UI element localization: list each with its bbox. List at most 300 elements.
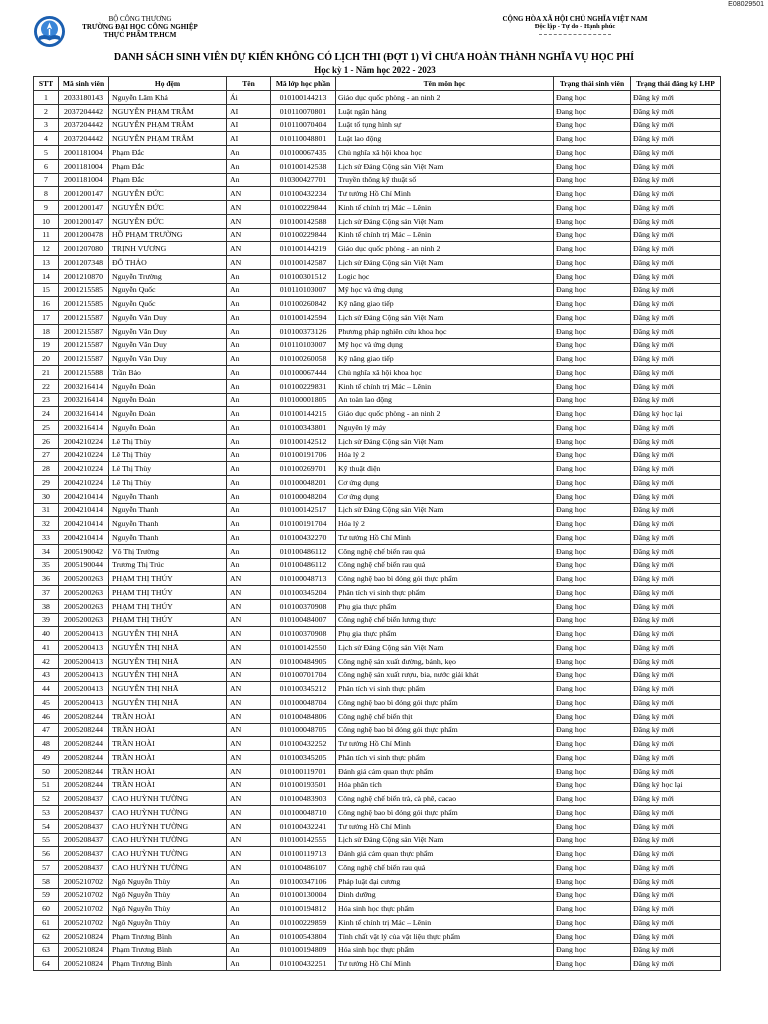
cell-registration-status: Đăng ký mới [631, 489, 721, 503]
cell-student-id: 2005210824 [59, 957, 109, 971]
cell-student-status: Đang học [554, 696, 631, 710]
cell-class-code: 010100345212 [271, 682, 336, 696]
table-row [34, 586, 721, 600]
school-logo [33, 15, 66, 48]
cell-middle-name: NGUYỄN PHẠM TRÂM [109, 132, 227, 146]
cell-course-name: Cơ ứng dụng [336, 476, 554, 490]
cell-student-status: Đang học [554, 902, 631, 916]
cell-student-id: 2001207348 [59, 256, 109, 270]
cell-registration-status: Đăng ký mới [631, 861, 721, 875]
table-row [34, 902, 721, 916]
table-row [34, 751, 721, 765]
table-row [34, 118, 721, 132]
table-row [34, 242, 721, 256]
cell-student-id: 2005200413 [59, 654, 109, 668]
document-title: DANH SÁCH SINH VIÊN DỰ KIẾN KHÔNG CÓ LỊCH THI (ĐỢT 1) VÌ CHƯA HOÀN THÀNH NGHĨA VỤ HỌC PHÍ [113, 52, 635, 63]
cell-student-status: Đang học [554, 311, 631, 325]
cell-class-code: 010100486112 [271, 558, 336, 572]
cell-student-id: 2037204442 [59, 132, 109, 146]
cell-registration-status: Đăng ký mới [631, 806, 721, 820]
cell-class-code: 010100194809 [271, 943, 336, 957]
cell-middle-name: NGUYỄN THỊ NHÃ [109, 682, 227, 696]
cell-class-code: 010100301512 [271, 269, 336, 283]
school-emblem-icon [33, 15, 66, 48]
table-row [34, 627, 721, 641]
cell-first-name: An [227, 929, 271, 943]
cell-stt: 17 [34, 311, 59, 325]
cell-student-status: Đang học [554, 324, 631, 338]
cell-class-code: 010100345205 [271, 751, 336, 765]
cell-class-code: 010100119713 [271, 847, 336, 861]
cell-student-id: 2003216414 [59, 421, 109, 435]
cell-course-name: Mỹ học và ứng dụng [336, 283, 554, 297]
table-row [34, 723, 721, 737]
cell-stt: 49 [34, 751, 59, 765]
cell-course-name: Logic học [336, 269, 554, 283]
cell-stt: 64 [34, 957, 59, 971]
cell-registration-status: Đăng ký mới [631, 242, 721, 256]
cell-class-code: 010100432270 [271, 531, 336, 545]
cell-course-name: Công nghệ chế biến rau quả [336, 861, 554, 875]
cell-stt: 26 [34, 434, 59, 448]
cell-middle-name: NGUYỄN THỊ NHÃ [109, 696, 227, 710]
cell-course-name: Phương pháp nghiên cứu khoa học [336, 324, 554, 338]
table-row [34, 888, 721, 902]
cell-class-code: 010100486112 [271, 544, 336, 558]
cell-student-status: Đang học [554, 434, 631, 448]
table-row [34, 269, 721, 283]
cell-course-name: Phân tích vi sinh thực phẩm [336, 682, 554, 696]
cell-stt: 4 [34, 132, 59, 146]
cell-student-id: 2001215587 [59, 324, 109, 338]
table-body [34, 91, 721, 971]
cell-student-status: Đang học [554, 214, 631, 228]
cell-stt: 31 [34, 503, 59, 517]
cell-registration-status: Đăng ký mới [631, 146, 721, 160]
cell-first-name: An [227, 352, 271, 366]
cell-registration-status: Đăng ký mới [631, 173, 721, 187]
cell-student-status: Đang học [554, 297, 631, 311]
cell-stt: 61 [34, 916, 59, 930]
cell-first-name: AN [227, 599, 271, 613]
cell-course-name: Lịch sử Đảng Cộng sản Việt Nam [336, 833, 554, 847]
school-name-line2: THỰC PHẨM TP.HCM [103, 31, 177, 39]
cell-middle-name: Nguyễn Trường [109, 269, 227, 283]
cell-stt: 44 [34, 682, 59, 696]
cell-registration-status: Đăng ký mới [631, 916, 721, 930]
cell-middle-name: Nguyễn Văn Duy [109, 311, 227, 325]
cell-student-id: 2005200413 [59, 641, 109, 655]
cell-middle-name: Lê Thị Thùy [109, 476, 227, 490]
cell-student-status: Đang học [554, 104, 631, 118]
cell-registration-status: Đăng ký mới [631, 888, 721, 902]
table-row [34, 91, 721, 105]
cell-student-status: Đang học [554, 462, 631, 476]
cell-registration-status: Đăng ký mới [631, 434, 721, 448]
table-row [34, 778, 721, 792]
cell-course-name: Lịch sử Đảng Cộng sản Việt Nam [336, 503, 554, 517]
cell-course-name: Kinh tế chính trị Mác – Lênin [336, 228, 554, 242]
table-row [34, 352, 721, 366]
cell-first-name: An [227, 393, 271, 407]
table-row [34, 847, 721, 861]
cell-middle-name: ĐỖ THẢO [109, 256, 227, 270]
cell-middle-name: Nguyễn Đoàn [109, 421, 227, 435]
cell-student-status: Đang học [554, 888, 631, 902]
cell-registration-status: Đăng ký mới [631, 228, 721, 242]
cell-stt: 12 [34, 242, 59, 256]
cell-middle-name: TRẦN HOÀI [109, 751, 227, 765]
cell-class-code: 010100432241 [271, 819, 336, 833]
cell-stt: 41 [34, 641, 59, 655]
cell-first-name: AN [227, 764, 271, 778]
cell-student-status: Đang học [554, 613, 631, 627]
cell-course-name: Đánh giá cảm quan thực phẩm [336, 764, 554, 778]
cell-stt: 19 [34, 338, 59, 352]
cell-class-code: 010100142517 [271, 503, 336, 517]
cell-stt: 5 [34, 146, 59, 160]
cell-middle-name: CAO HUỲNH TƯỜNG [109, 833, 227, 847]
cell-student-status: Đang học [554, 338, 631, 352]
cell-student-status: Đang học [554, 517, 631, 531]
cell-course-name: Tư tưởng Hồ Chí Minh [336, 957, 554, 971]
cell-student-status: Đang học [554, 723, 631, 737]
cell-registration-status: Đăng ký mới [631, 531, 721, 545]
cell-registration-status: Đăng ký mới [631, 709, 721, 723]
cell-registration-status: Đăng ký mới [631, 668, 721, 682]
cell-first-name: AN [227, 819, 271, 833]
cell-student-id: 2001215588 [59, 366, 109, 380]
cell-course-name: Truyền thông kỹ thuật số [336, 173, 554, 187]
cell-registration-status: Đăng ký mới [631, 737, 721, 751]
table-row [34, 531, 721, 545]
cell-class-code: 010100048704 [271, 696, 336, 710]
cell-registration-status: Đăng ký mới [631, 91, 721, 105]
cell-middle-name: Lê Thị Thùy [109, 448, 227, 462]
cell-course-name: Mỹ học và ứng dụng [336, 338, 554, 352]
cell-registration-status: Đăng ký mới [631, 256, 721, 270]
cell-student-id: 2003216414 [59, 407, 109, 421]
cell-class-code: 010100229831 [271, 379, 336, 393]
cell-middle-name: NGUYỄN ĐỨC [109, 214, 227, 228]
cell-student-status: Đang học [554, 558, 631, 572]
cell-course-name: Hóa sinh học thực phẩm [336, 943, 554, 957]
cell-stt: 15 [34, 283, 59, 297]
cell-class-code: 010100048710 [271, 806, 336, 820]
cell-first-name: AN [227, 201, 271, 215]
cell-stt: 25 [34, 421, 59, 435]
cell-class-code: 010100144213 [271, 91, 336, 105]
cell-first-name: An [227, 531, 271, 545]
cell-class-code: 010100343801 [271, 421, 336, 435]
cell-student-status: Đang học [554, 91, 631, 105]
cell-student-id: 2001215587 [59, 352, 109, 366]
cell-middle-name: Trương Thị Trúc [109, 558, 227, 572]
cell-middle-name: TRẦN HOÀI [109, 723, 227, 737]
table-row [34, 256, 721, 270]
cell-course-name: Kỹ thuật điện [336, 462, 554, 476]
cell-middle-name: PHẠM THỊ THÚY [109, 586, 227, 600]
table-row [34, 682, 721, 696]
cell-course-name: Phụ gia thực phẩm [336, 599, 554, 613]
cell-student-status: Đang học [554, 709, 631, 723]
cell-first-name: An [227, 324, 271, 338]
cell-class-code: 010100229859 [271, 916, 336, 930]
cell-student-status: Đang học [554, 544, 631, 558]
cell-course-name: Công nghệ bao bì đóng gói thực phẩm [336, 696, 554, 710]
cell-first-name: An [227, 283, 271, 297]
cell-student-status: Đang học [554, 874, 631, 888]
cell-stt: 42 [34, 654, 59, 668]
cell-class-code: 010100370908 [271, 627, 336, 641]
cell-student-status: Đang học [554, 228, 631, 242]
cell-student-status: Đang học [554, 751, 631, 765]
ministry-name: BỘ CÔNG THƯƠNG [108, 15, 172, 23]
table-row [34, 874, 721, 888]
cell-registration-status: Đăng ký mới [631, 902, 721, 916]
cell-registration-status: Đăng ký mới [631, 654, 721, 668]
cell-class-code: 010100345204 [271, 586, 336, 600]
cell-middle-name: Nguyễn Lâm Khả [109, 91, 227, 105]
cell-student-id: 2003216414 [59, 379, 109, 393]
table-row [34, 187, 721, 201]
cell-course-name: Công nghệ chế biến rau quả [336, 558, 554, 572]
cell-registration-status: Đăng ký mới [631, 393, 721, 407]
cell-middle-name: TRẦN HOÀI [109, 709, 227, 723]
cell-course-name: Công nghệ chế biến rau quả [336, 544, 554, 558]
cell-student-id: 2005190044 [59, 558, 109, 572]
cell-registration-status: Đăng ký mới [631, 943, 721, 957]
cell-first-name: An [227, 159, 271, 173]
cell-stt: 28 [34, 462, 59, 476]
cell-first-name: AN [227, 627, 271, 641]
cell-registration-status: Đăng ký mới [631, 586, 721, 600]
cell-student-status: Đang học [554, 379, 631, 393]
cell-student-status: Đang học [554, 503, 631, 517]
cell-first-name: An [227, 338, 271, 352]
cell-stt: 37 [34, 586, 59, 600]
cell-registration-status: Đăng ký mới [631, 187, 721, 201]
cell-student-id: 2004210414 [59, 531, 109, 545]
cell-course-name: Phân tích vi sinh thực phẩm [336, 751, 554, 765]
cell-class-code: 010110103007 [271, 283, 336, 297]
cell-stt: 46 [34, 709, 59, 723]
cell-middle-name: Lê Thị Thùy [109, 462, 227, 476]
cell-middle-name: CAO HUỲNH TƯỜNG [109, 806, 227, 820]
cell-class-code: 010100144219 [271, 242, 336, 256]
column-header-student-id: Mã sinh viên [59, 77, 109, 91]
cell-registration-status: Đăng ký mới [631, 366, 721, 380]
document-subtitle: Học kỳ 1 - Năm học 2022 - 2023 [314, 65, 436, 75]
cell-course-name: Dinh dưỡng [336, 888, 554, 902]
cell-student-id: 2001200147 [59, 214, 109, 228]
cell-student-id: 2005200413 [59, 668, 109, 682]
cell-student-status: Đang học [554, 778, 631, 792]
table-row [34, 132, 721, 146]
cell-course-name: Phụ gia thực phẩm [336, 627, 554, 641]
cell-middle-name: Nguyễn Thanh [109, 531, 227, 545]
cell-registration-status: Đăng ký mới [631, 833, 721, 847]
cell-course-name: Công nghệ chế biến lương thực [336, 613, 554, 627]
cell-first-name: An [227, 311, 271, 325]
table-row [34, 599, 721, 613]
cell-class-code: 010100229844 [271, 201, 336, 215]
cell-student-status: Đang học [554, 489, 631, 503]
table-row [34, 558, 721, 572]
cell-course-name: Luật tố tụng hình sự [336, 118, 554, 132]
cell-middle-name: NGUYỄN PHẠM TRÂM [109, 104, 227, 118]
cell-student-id: 2005208244 [59, 737, 109, 751]
cell-course-name: Kỹ năng giao tiếp [336, 352, 554, 366]
cell-student-status: Đang học [554, 173, 631, 187]
cell-student-id: 2005208244 [59, 751, 109, 765]
cell-student-id: 2005208437 [59, 861, 109, 875]
cell-stt: 18 [34, 324, 59, 338]
table-row [34, 641, 721, 655]
cell-student-id: 2005208437 [59, 806, 109, 820]
cell-student-status: Đang học [554, 256, 631, 270]
cell-middle-name: Ngô Nguyễn Thùy [109, 916, 227, 930]
cell-class-code: 010100269701 [271, 462, 336, 476]
cell-middle-name: Phạm Trương Bình [109, 957, 227, 971]
cell-registration-status: Đăng ký mới [631, 544, 721, 558]
cell-student-status: Đang học [554, 792, 631, 806]
cell-student-status: Đang học [554, 269, 631, 283]
cell-class-code: 010100484007 [271, 613, 336, 627]
cell-first-name: An [227, 146, 271, 160]
cell-student-id: 2001200147 [59, 201, 109, 215]
cell-course-name: Chủ nghĩa xã hội khoa học [336, 146, 554, 160]
cell-class-code: 010100432252 [271, 737, 336, 751]
cell-course-name: Pháp luật đại cương [336, 874, 554, 888]
cell-student-status: Đang học [554, 861, 631, 875]
table-row [34, 833, 721, 847]
cell-stt: 13 [34, 256, 59, 270]
cell-course-name: Kỹ năng giao tiếp [336, 297, 554, 311]
table-row [34, 407, 721, 421]
cell-student-status: Đang học [554, 393, 631, 407]
cell-class-code: 010100048204 [271, 489, 336, 503]
cell-registration-status: Đăng ký mới [631, 159, 721, 173]
cell-course-name: Tư tưởng Hồ Chí Minh [336, 819, 554, 833]
table-row [34, 476, 721, 490]
table-row [34, 929, 721, 943]
cell-student-status: Đang học [554, 764, 631, 778]
cell-first-name: AN [227, 778, 271, 792]
cell-course-name: Công nghệ bao bì đóng gói thực phẩm [336, 806, 554, 820]
cell-student-id: 2005200263 [59, 599, 109, 613]
cell-student-id: 2005208244 [59, 764, 109, 778]
cell-middle-name: Nguyễn Quốc [109, 283, 227, 297]
table-row [34, 366, 721, 380]
cell-first-name: AN [227, 696, 271, 710]
cell-middle-name: Ngô Nguyễn Thùy [109, 874, 227, 888]
cell-first-name: AN [227, 668, 271, 682]
cell-middle-name: Nguyễn Đoàn [109, 407, 227, 421]
cell-student-status: Đang học [554, 668, 631, 682]
cell-registration-status: Đăng ký mới [631, 214, 721, 228]
cell-course-name: Tính chất vật lý của vật liệu thực phẩm [336, 929, 554, 943]
table-row [34, 214, 721, 228]
cell-middle-name: Phạm Trương Bình [109, 943, 227, 957]
cell-first-name: AI [227, 104, 271, 118]
cell-stt: 3 [34, 118, 59, 132]
column-header-registration-status: Trạng thái đăng ký LHP [631, 77, 721, 91]
cell-first-name: AN [227, 861, 271, 875]
cell-student-status: Đang học [554, 627, 631, 641]
cell-middle-name: TRỊNH VƯƠNG [109, 242, 227, 256]
cell-course-name: Lịch sử Đảng Cộng sản Việt Nam [336, 256, 554, 270]
table-row [34, 393, 721, 407]
cell-stt: 63 [34, 943, 59, 957]
cell-stt: 38 [34, 599, 59, 613]
cell-class-code: 010100142588 [271, 214, 336, 228]
cell-student-status: Đang học [554, 682, 631, 696]
table-row [34, 146, 721, 160]
cell-student-status: Đang học [554, 159, 631, 173]
table-row [34, 957, 721, 971]
cell-course-name: Công nghệ sản xuất rượu, bia, nước giải khát [336, 668, 554, 682]
cell-registration-status: Đăng ký mới [631, 641, 721, 655]
cell-class-code: 010100191704 [271, 517, 336, 531]
cell-stt: 27 [34, 448, 59, 462]
cell-middle-name: CAO HUỲNH TƯỜNG [109, 861, 227, 875]
cell-registration-status: Đăng ký mới [631, 104, 721, 118]
cell-stt: 60 [34, 902, 59, 916]
cell-registration-status: Đăng ký mới [631, 558, 721, 572]
cell-student-id: 2001207080 [59, 242, 109, 256]
national-heading [470, 15, 680, 35]
cell-course-name: Luật ngân hàng [336, 104, 554, 118]
cell-class-code: 010100193501 [271, 778, 336, 792]
cell-stt: 16 [34, 297, 59, 311]
table-row [34, 861, 721, 875]
issuing-organization [70, 15, 210, 39]
cell-course-name: Hóa lý 2 [336, 517, 554, 531]
cell-class-code: 010300427701 [271, 173, 336, 187]
cell-student-id: 2005210824 [59, 929, 109, 943]
cell-middle-name: Phạm Trương Bình [109, 929, 227, 943]
cell-class-code: 010100260058 [271, 352, 336, 366]
cell-student-status: Đang học [554, 847, 631, 861]
cell-course-name: Tư tưởng Hồ Chí Minh [336, 531, 554, 545]
cell-middle-name: Nguyễn Thanh [109, 503, 227, 517]
cell-class-code: 010100048201 [271, 476, 336, 490]
table-row [34, 916, 721, 930]
cell-student-status: Đang học [554, 242, 631, 256]
cell-registration-status: Đăng ký mới [631, 847, 721, 861]
cell-registration-status: Đăng ký mới [631, 723, 721, 737]
table-header-row [34, 77, 721, 91]
cell-middle-name: Nguyễn Văn Duy [109, 352, 227, 366]
cell-course-name: Kinh tế chính trị Mác – Lênin [336, 201, 554, 215]
cell-course-name: Lịch sử Đảng Cộng sản Việt Nam [336, 214, 554, 228]
cell-course-name: Hóa sinh học thực phẩm [336, 902, 554, 916]
cell-first-name: An [227, 448, 271, 462]
cell-student-id: 2033180143 [59, 91, 109, 105]
cell-student-id: 2004210224 [59, 462, 109, 476]
cell-student-status: Đang học [554, 586, 631, 600]
cell-class-code: 010110070801 [271, 104, 336, 118]
cell-middle-name: CAO HUỲNH TƯỜNG [109, 819, 227, 833]
cell-student-id: 2005210824 [59, 943, 109, 957]
cell-class-code: 010100142555 [271, 833, 336, 847]
cell-registration-status: Đăng ký mới [631, 311, 721, 325]
cell-middle-name: Trần Bảo [109, 366, 227, 380]
cell-middle-name: PHẠM THỊ THÚY [109, 613, 227, 627]
cell-class-code: 010100370908 [271, 599, 336, 613]
cell-middle-name: Nguyễn Đoàn [109, 379, 227, 393]
